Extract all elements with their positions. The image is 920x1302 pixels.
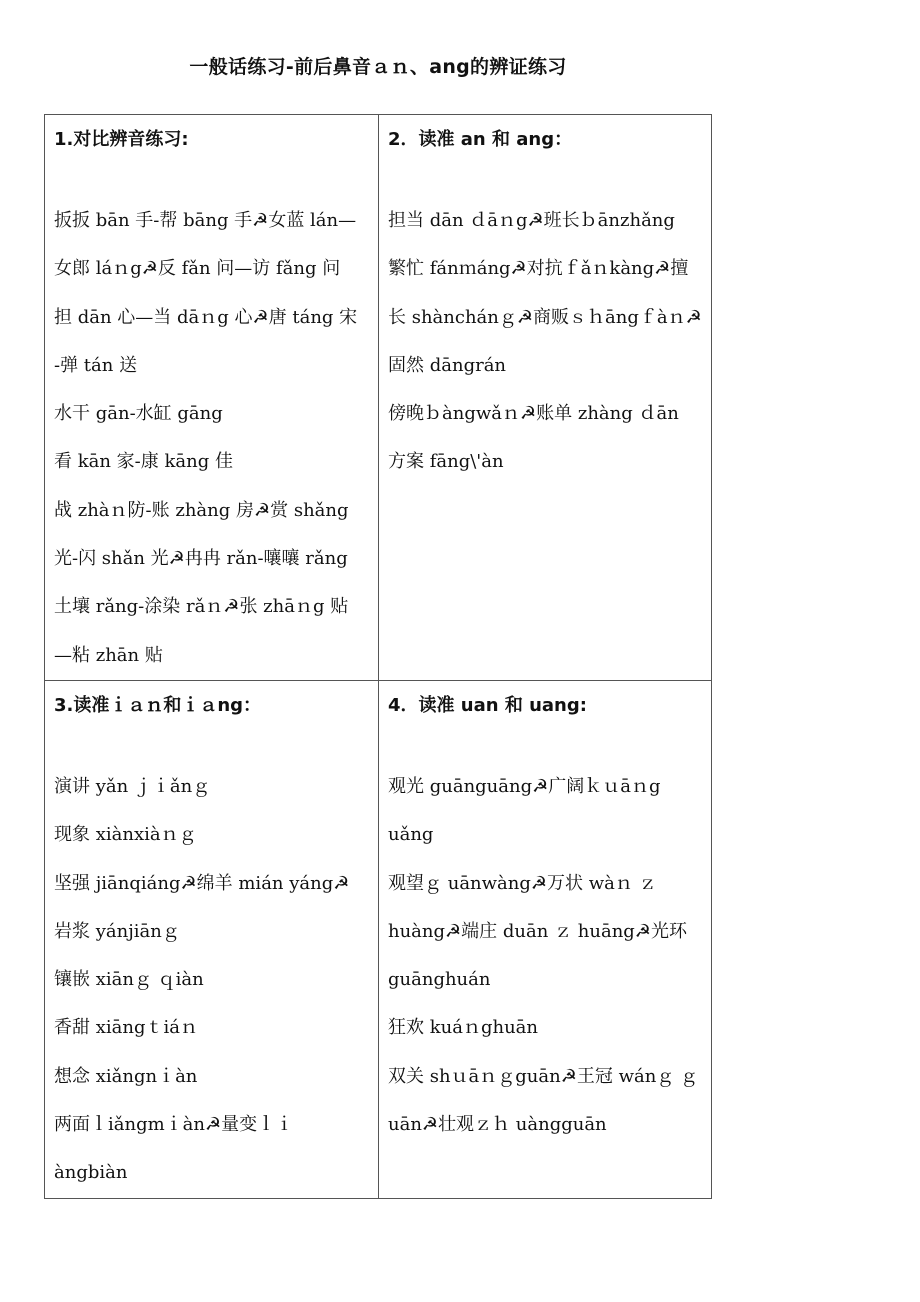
word-line: —粘 zhān 贴 [54, 644, 163, 666]
word-line: 光-闪 shǎn 光☭冉冉 rǎn-嚷嚷 rǎng [54, 548, 348, 570]
word-line: 两面ｌiǎngmｉàn☭量变ｌｉ [54, 1114, 294, 1136]
word-line: 繁忙 fánｍáng☭对抗ｆǎｎkàng☭擅 [388, 258, 689, 280]
document-title: 一般话练习-前后鼻音ａｎ、ang的辨证练习 [189, 56, 567, 78]
word-line: huàng☭端庄 duān ｚ huāng☭光环 [388, 920, 687, 942]
word-line: 观光 guānguāng☭广阔ｋｕāｎg [388, 775, 661, 797]
section-uan-uang [379, 680, 712, 1198]
word-line: 扳扳 bān 手-帮 bāng 手☭女蓝 lán— [54, 210, 357, 231]
word-line: 方案 fāng\'àn [388, 451, 504, 473]
word-line: 狂欢 kuáｎghuān [388, 1017, 538, 1039]
word-line: 长 shànchánｇ☭商贩ｓｈāngｆàｎ☭ [388, 306, 702, 328]
word-line: 镶嵌 xiānｇ ｑiàn [54, 969, 204, 991]
section-heading: 3.读准ｉａｎ和ｉａng： [54, 694, 262, 716]
section-heading: 1.对比辨音练习: [54, 129, 189, 150]
word-line: 岩浆 yánjiānｇ [54, 920, 180, 942]
word-line: guānghuán [388, 969, 491, 991]
word-line: 演讲 yǎn ｊｉǎnｇ [54, 775, 211, 797]
word-list [54, 763, 372, 1198]
word-line: uān☭壮观ｚｈ uàngguān [388, 1114, 607, 1136]
section-ian-iang [45, 680, 379, 1198]
section-an-ang [379, 115, 712, 681]
word-line: 女郎 láｎg☭反 fǎn 问—访 fǎng 问 [54, 258, 341, 280]
word-line: 看 kān 家-康 kāng 佳 [54, 451, 233, 473]
section-contrast [45, 115, 379, 681]
word-line: 观望ｇ uānwàng☭万状 wàｎ ｚ [388, 872, 657, 894]
section-heading: 2．读准 an 和 ang： [388, 129, 573, 150]
word-line: -弹 tán 送 [54, 354, 138, 376]
word-list [54, 197, 372, 680]
word-line: 想念 xiǎngnｉàn [54, 1065, 198, 1087]
practice-table [44, 114, 712, 1199]
section-heading: 4．读准 uan 和 uang: [388, 694, 587, 716]
word-list [388, 197, 705, 487]
word-line: 战 zhàｎ防-账 zhàng 房☭赏 shǎng [54, 499, 349, 521]
word-line: 土壤 rǎng-涂染 rǎｎ☭张 zhāｎg 贴 [54, 596, 349, 618]
word-line: 傍晚ｂàngwǎｎ☭账单 zhàng ｄān [388, 403, 679, 425]
word-line: uǎng [388, 824, 434, 846]
word-line: àngbiàn [54, 1162, 128, 1184]
table-row [45, 115, 712, 681]
word-line: 担当 dān ｄāｎg☭班长ｂānzhǎng [388, 210, 675, 231]
word-line: 双关 shｕāｎｇguān☭王冠 wánｇ ｇ [388, 1065, 699, 1087]
word-line: 担 dān 心—当 dāｎg 心☭唐 táng 宋 [54, 306, 358, 328]
word-list [388, 763, 705, 1149]
word-line: 坚强 jiānqiáng☭绵羊 mián yáng☭ [54, 872, 350, 894]
word-line: 现象 xiànxiàｎｇ [54, 824, 197, 846]
word-line: 水干 gān-水缸 gāng [54, 403, 223, 425]
table-row [45, 680, 712, 1198]
word-line: 固然 dāngrán [388, 354, 507, 376]
word-line: 香甜 xiāngｔiáｎ [54, 1017, 198, 1039]
